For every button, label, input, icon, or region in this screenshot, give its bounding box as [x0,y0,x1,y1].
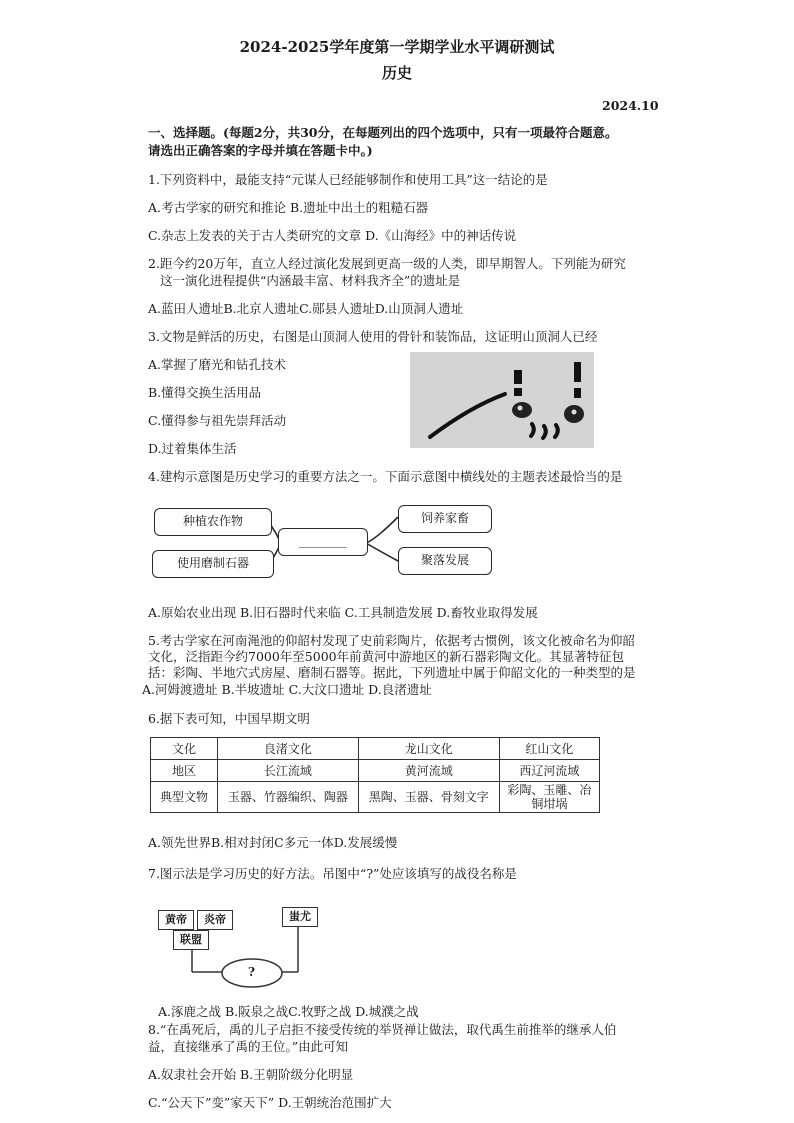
q7-options: A.涿鹿之战 B.阪泉之战C.牧野之战 D.城濮之战 [158,1004,419,1019]
q8-line2: 益，直接继承了禹的王位。”由此可知 [148,1039,349,1054]
table-cell: 地区 [151,760,218,782]
box-chiyou: 蚩尤 [282,907,318,927]
table-cell: 长江流域 [218,760,359,782]
q5-options: A.河姆渡遗址 B.半坡遗址 C.大汶口遗址 D.良渚遗址 [142,682,432,697]
table-row [151,738,600,760]
box-huangdi: 黄帝 [158,910,194,930]
table-cell: 良渚文化 [218,738,359,760]
subject-title: 历史 [381,64,412,82]
exam-date: 2024.10 [602,98,659,113]
box-yandi: 炎帝 [197,910,233,930]
diagram-box-crops: 种植农作物 [154,508,272,536]
diagram-box-livestock: 饲养家畜 [398,505,492,533]
q6-options: A.领先世界B.相对封闭C多元一体D.发展缓慢 [148,835,398,850]
q3-stem: 3.文物是鲜活的历史，右图是山顶洞人使用的骨针和装饰品，这证明山顶洞人已经 [148,329,598,344]
q5-line3: 括：彩陶、半地穴式房屋、磨制石器等。据此，下列遗址中属于仰韶文化的一种类型的是 [148,665,636,680]
diagram-box-polished-tools: 使用磨制石器 [152,550,274,578]
q5-line1: 5.考古学家在河南渑池的仰韶村发现了史前彩陶片，依据考古惯例，该文化被命名为仰韶 [148,633,635,648]
q2-stem-line1: 2.距今约20万年，直立人经过演化发展到更高一级的人类，即早期智人。下列能为研究 [148,256,626,271]
culture-table [150,737,600,813]
q4-stem: 4.建构示意图是历史学习的重要方法之一。下面示意图中横线处的主题表述最恰当的是 [148,469,623,484]
q6-stem: 6.据下表可知，中国早期文明 [148,711,310,726]
table-cell: 龙山文化 [358,738,499,760]
q8-options-cd: C.“公天下”变”家天下” D.王朝统治范围扩大 [148,1095,392,1110]
q1-options-ab: A.考古学家的研究和推论 B.遗址中出土的粗糙石器 [148,200,429,215]
table-cell: 红山文化 [499,738,599,760]
q1-options-cd: C.杂志上发表的关于古人类研究的文章 D.《山海经》中的神话传说 [148,228,517,243]
table-cell: 文化 [151,738,218,760]
q4-options: A.原始农业出现 B.旧石器时代来临 C.工具制造发展 D.畜牧业取得发展 [148,605,538,620]
table-cell: 西辽河流域 [499,760,599,782]
table-cell: 典型文物 [151,782,218,813]
table-cell: 彩陶、玉雕、冶 铜坩埚 [499,782,599,813]
diagram-box-blank: ________ [278,528,368,556]
table-cell: 黑陶、玉器、骨刻文字 [358,782,499,813]
table-cell: 玉器、竹器编织、陶器 [218,782,359,813]
q2-options: A.蓝田人遗址B.北京人遗址C.郧县人遗址D.山顶洞人遗址 [148,301,464,316]
table-cell: 黄河流域 [358,760,499,782]
q2-stem-line2: 这一演化进程提供“内涵最丰富、材料我齐全”的遗址是 [160,273,461,288]
q3-option-b: B.懂得交换生活用品 [148,385,262,400]
battle-question-mark: ? [248,965,256,979]
q7-stem: 7.图示法是学习历史的好方法。吊图中“?”处应该填写的战役名称是 [148,866,517,881]
section-instruction-line2: 请选出正确答案的字母并填在答题卡中。) [148,143,373,158]
q8-options-ab: A.奴隶社会开始 B.王朝阶级分化明显 [148,1067,354,1082]
bone-needle-photo [410,352,594,448]
section-instruction-line1: 一、选择题。(每题2分，共30分，在每题列出的四个选项中，只有一项最符合题意。 [148,125,618,140]
q5-line2: 文化，泛指距今约7000年至5000年前黄河中游地区的新石器彩陶文化。其显著特征包 [148,649,625,664]
q8-line1: 8.“在禹死后，禹的儿子启拒不接受传统的举贤禅让做法，取代禹生前推举的继承人伯 [148,1022,617,1037]
q1-stem: 1.下列资料中，最能支持“元谋人已经能够制作和使用工具”这一结论的是 [148,172,548,187]
q3-option-c: C.懂得参与祖先崇拜活动 [148,413,287,428]
box-alliance: 联盟 [173,930,209,950]
q3-option-a: A.掌握了磨光和钻孔技术 [148,357,287,372]
table-row [151,782,600,813]
exam-title: 2024-2025学年度第一学期学业水平调研测试 [239,38,555,56]
table-row [151,760,600,782]
q3-option-d: D.过着集体生活 [148,441,237,456]
diagram-box-settlement: 聚落发展 [398,547,492,575]
